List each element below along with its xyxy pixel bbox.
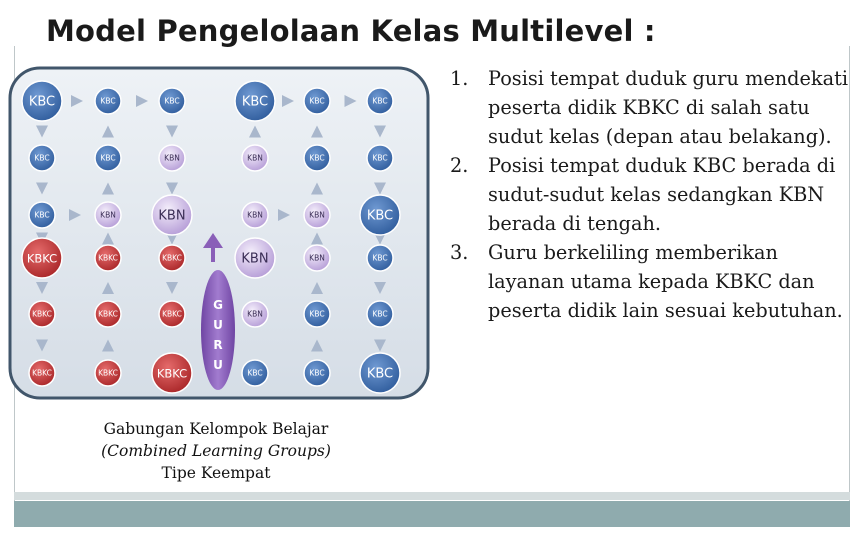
slide-title: Model Pengelolaan Kelas Multilevel : (46, 14, 656, 48)
node-label: KBC (309, 368, 325, 378)
caption-line: (Combined Learning Groups) (101, 442, 331, 460)
student-node-kbkc (22, 238, 62, 278)
node-label: KBKC (26, 251, 58, 266)
student-node-kbkc (95, 301, 121, 327)
student-node-kbkc (95, 245, 121, 271)
student-node-kbn (242, 145, 268, 171)
student-node-kbc (22, 81, 62, 121)
node-label: KBN (309, 253, 325, 263)
node-label: KBC (366, 208, 394, 224)
diagram-caption (40, 418, 392, 484)
node-label: KBKC (98, 309, 118, 319)
node-label: KBC (100, 96, 116, 106)
student-node-kbkc (95, 360, 121, 386)
student-node-kbc (367, 245, 393, 271)
node-label: KBKC (156, 366, 188, 381)
student-node-kbc (304, 301, 330, 327)
student-node-kbc (367, 145, 393, 171)
node-label: KBC (372, 309, 388, 319)
student-node-kbc (304, 360, 330, 386)
caption-line: Gabungan Kelompok Belajar (103, 420, 329, 438)
student-node-kbc (29, 145, 55, 171)
node-label: KBC (100, 153, 116, 163)
student-node-kbc (367, 88, 393, 114)
point-item (444, 238, 854, 325)
node-label: KBC (309, 309, 325, 319)
node-label: KBN (158, 208, 186, 224)
node-label: KBN (241, 251, 269, 267)
student-node-kbc (360, 353, 400, 393)
points-list (444, 64, 854, 325)
student-node-kbkc (159, 245, 185, 271)
guru-letter: U (213, 318, 223, 332)
student-node-kbc (159, 88, 185, 114)
point-number: 1. (450, 67, 469, 90)
node-label: KBKC (98, 253, 118, 263)
student-node-kbn (235, 238, 275, 278)
node-label: KBC (241, 94, 269, 110)
node-label: KBC (372, 96, 388, 106)
point-text: Guru berkeliling memberikan layanan utama kepada KBKC dan peserta didik lain sesuai kebutuhan. (488, 241, 843, 322)
node-label: KBC (34, 153, 50, 163)
node-label: KBN (309, 210, 325, 220)
point-text: Posisi tempat duduk guru mendekati peserta didik KBKC di salah satu sudut kelas (depan atau belakang). (488, 67, 849, 148)
node-label: KBKC (32, 309, 52, 319)
student-node-kbc (242, 360, 268, 386)
student-node-kbkc (29, 360, 55, 386)
node-label: KBC (247, 368, 263, 378)
node-label: KBN (247, 153, 263, 163)
node-label: KBC (34, 210, 50, 220)
node-label: KBN (247, 309, 263, 319)
node-label: KBC (366, 366, 394, 382)
node-label: KBN (100, 210, 116, 220)
node-label: KBC (309, 153, 325, 163)
guru-letter: G (213, 298, 223, 312)
node-label: KBKC (162, 309, 182, 319)
point-number: 3. (450, 241, 469, 264)
node-label: KBC (309, 96, 325, 106)
student-node-kbn (152, 195, 192, 235)
point-item (444, 151, 854, 238)
student-node-kbc (95, 145, 121, 171)
student-node-kbc (304, 88, 330, 114)
student-node-kbc (29, 202, 55, 228)
node-label: KBC (28, 94, 56, 110)
node-label: KBKC (32, 368, 52, 378)
node-label: KBC (372, 153, 388, 163)
caption-line: Tipe Keempat (161, 464, 271, 482)
node-label: KBKC (98, 368, 118, 378)
student-node-kbc (304, 145, 330, 171)
student-node-kbn (304, 245, 330, 271)
node-label: KBC (372, 253, 388, 263)
point-text: Posisi tempat duduk KBC berada di sudut-sudut kelas sedangkan KBN berada di tengah. (488, 154, 836, 235)
point-number: 2. (450, 154, 469, 177)
student-node-kbkc (29, 301, 55, 327)
guru-letter: U (213, 358, 223, 372)
point-item (444, 64, 854, 151)
footer-bar (14, 501, 850, 527)
student-node-kbc (360, 195, 400, 235)
student-node-kbn (159, 145, 185, 171)
student-node-kbc (235, 81, 275, 121)
student-node-kbc (367, 301, 393, 327)
guru-letter: R (213, 338, 223, 352)
student-node-kbc (95, 88, 121, 114)
node-label: KBN (164, 153, 180, 163)
node-label: KBKC (162, 253, 182, 263)
student-node-kbn (95, 202, 121, 228)
frame-bottom-band (14, 492, 850, 500)
student-node-kbkc (159, 301, 185, 327)
student-node-kbkc (152, 353, 192, 393)
node-label: KBC (164, 96, 180, 106)
student-node-kbn (304, 202, 330, 228)
student-node-kbn (242, 301, 268, 327)
student-node-kbn (242, 202, 268, 228)
node-label: KBN (247, 210, 263, 220)
